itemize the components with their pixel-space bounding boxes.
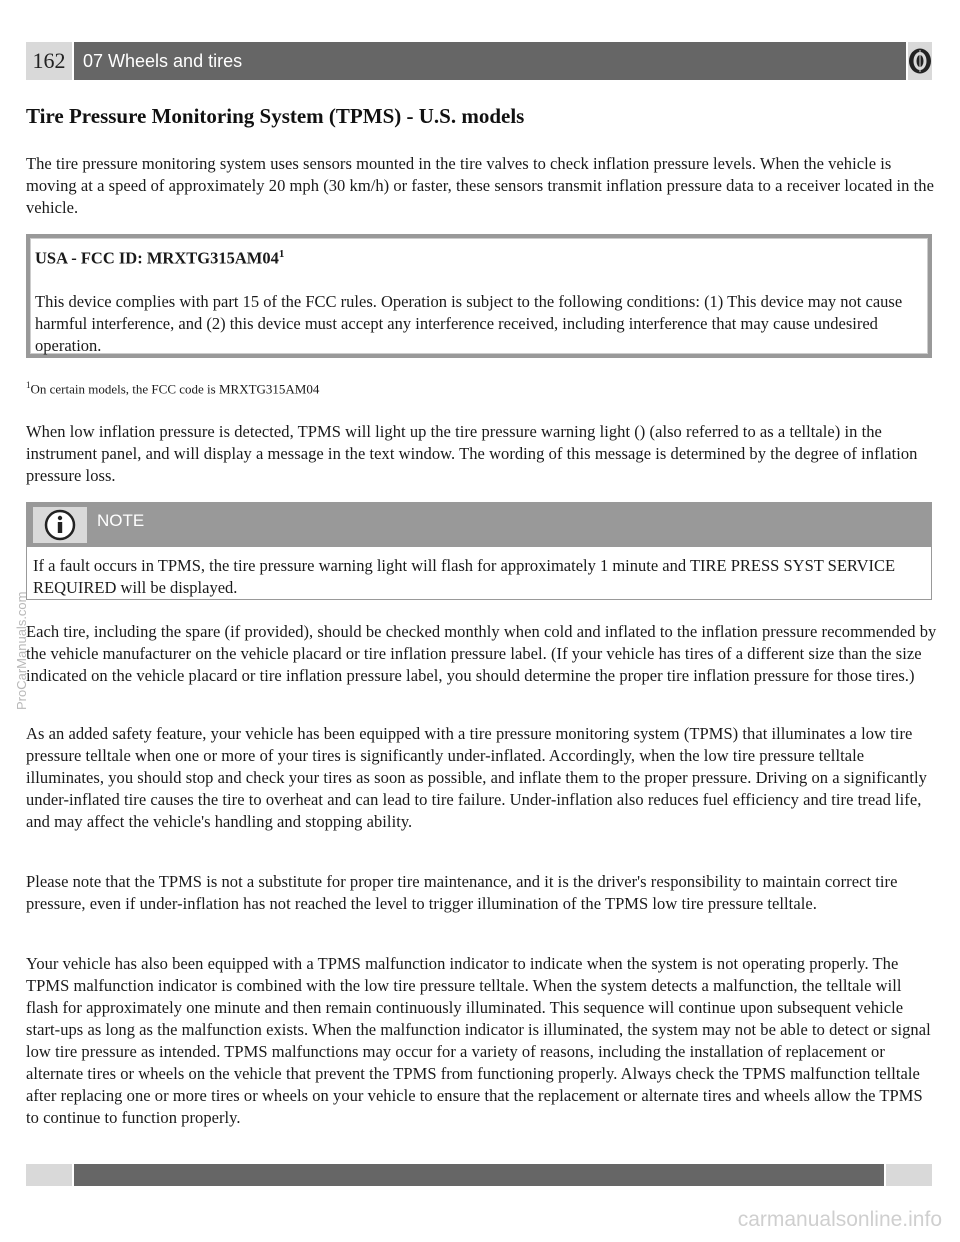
page-number: 162 [26,42,72,80]
section-title: 07 Wheels and tires [83,51,243,71]
footer-site: carmanualsonline.info [737,1208,942,1231]
info-icon [33,507,87,543]
paragraph-safety-feature: As an added safety feature, your vehicle has been equipped with a tire pressure monitoring system (TPMS) that illuminates a low tire pressure telltale when one or more of your tires is significantly under-inflated. Accordingly, when the low tire pressure telltale illuminates, you should stop and check your tires as soon as possible, and inflate them to the proper pressure. Driving on a significantly under-inflated tire causes the tire to overheat and can lead to tire failure. Under-inflation also reduces fuel efficiency and tire tread life, and may affect the vehicle's handling and stopping ability. [26,724,927,831]
fcc-heading-text: USA - FCC ID: MRXTG315AM04 [35,248,279,268]
low-pressure-paragraph: When low inflation pressure is detected, TPMS will light up the tire pressure warning light () (also referred to as a telltale) in the instrument panel, and will display a message in the text window. The wording of this message is determined by the degree of inflation pressure loss. [26,422,918,485]
watermark: ProCarManuals.com [14,591,29,710]
section-icon-box [908,42,932,80]
paragraph-malfunction-indicator: Your vehicle has also been equipped with a TPMS malfunction indicator to indicate when the system is not operating properly. The TPMS malfunction indicator is combined with the low tire pressure telltale. When the system detects a malfunction, the telltale will flash for approximately one minute and then remain continuously illuminated. This sequence will continue upon subsequent vehicle start-ups as long as the malfunction exists. When the malfunction indicator is illuminated, the system may not be able to detect or signal low tire pressure as intended. TPMS malfunctions may occur for a variety of reasons, including the installation of replacement or alternate tires or wheels on the vehicle that prevent the TPMS from functioning properly. Always check the TPMS malfunction telltale after replacing one or more tires or wheels on your vehicle to ensure that the replacement or alternate tires and wheels allow the TPMS to continue to function properly. [26,954,931,1127]
tire-icon [906,47,934,75]
footnote-marker: 1 [26,380,31,390]
fcc-notice-inner [30,238,928,354]
section-title-bar [74,42,906,80]
fcc-text: This device complies with part 15 of the FCC rules. Operation is subject to the following conditions: (1) This device may not cause harmful interference, and (2) this device must accept any interference received, including interference that may cause undesired operation. [35,292,903,355]
page-footer [26,1164,932,1186]
fcc-footnote-marker: 1 [278,248,285,260]
intro-paragraph: The tire pressure monitoring system uses sensors mounted in the tire valves to check inflation pressure levels. When the vehicle is moving at a speed of approximately 20 mph (30 km/h) or faster, these sensors transmit inflation pressure data to a receiver located in the vehicle. [26,154,934,217]
note-box [26,502,932,600]
page-header [26,42,932,80]
note-text: If a fault occurs in TPMS, the tire pressure warning light will flash for approximately 1 minute and TIRE PRESS SYST SERVICE REQUIRED will be displayed. [33,556,896,597]
footnote-text: On certain models, the FCC code is MRXTG315AM04 [30,381,320,397]
paragraph-check-tires: Each tire, including the spare (if provided), should be checked monthly when cold and inflated to the inflation pressure recommended by the vehicle manufacturer on the vehicle placard or tire inflation pressure label. (If your vehicle has tires of a different size than the size indicated on the vehicle placard or tire inflation pressure label, you should determine the proper tire inflation pressure for those tires.) [26,622,937,685]
note-label: NOTE [97,511,145,530]
fcc-heading [35,248,284,269]
note-header [27,503,931,547]
fcc-notice-box [26,234,932,358]
paragraph-maintenance: Please note that the TPMS is not a substitute for proper tire maintenance, and it is the driver's responsibility to maintain correct tire pressure, even if under-inflation has not reached the level to trigger illumination of the TPMS low tire pressure telltale. [26,872,898,913]
footnote [26,380,319,397]
page-title: Tire Pressure Monitoring System (TPMS) - U.S. models [26,104,525,128]
footer-mid-bar [74,1164,884,1186]
footer-left-block [26,1164,72,1186]
footer-right-block [886,1164,932,1186]
